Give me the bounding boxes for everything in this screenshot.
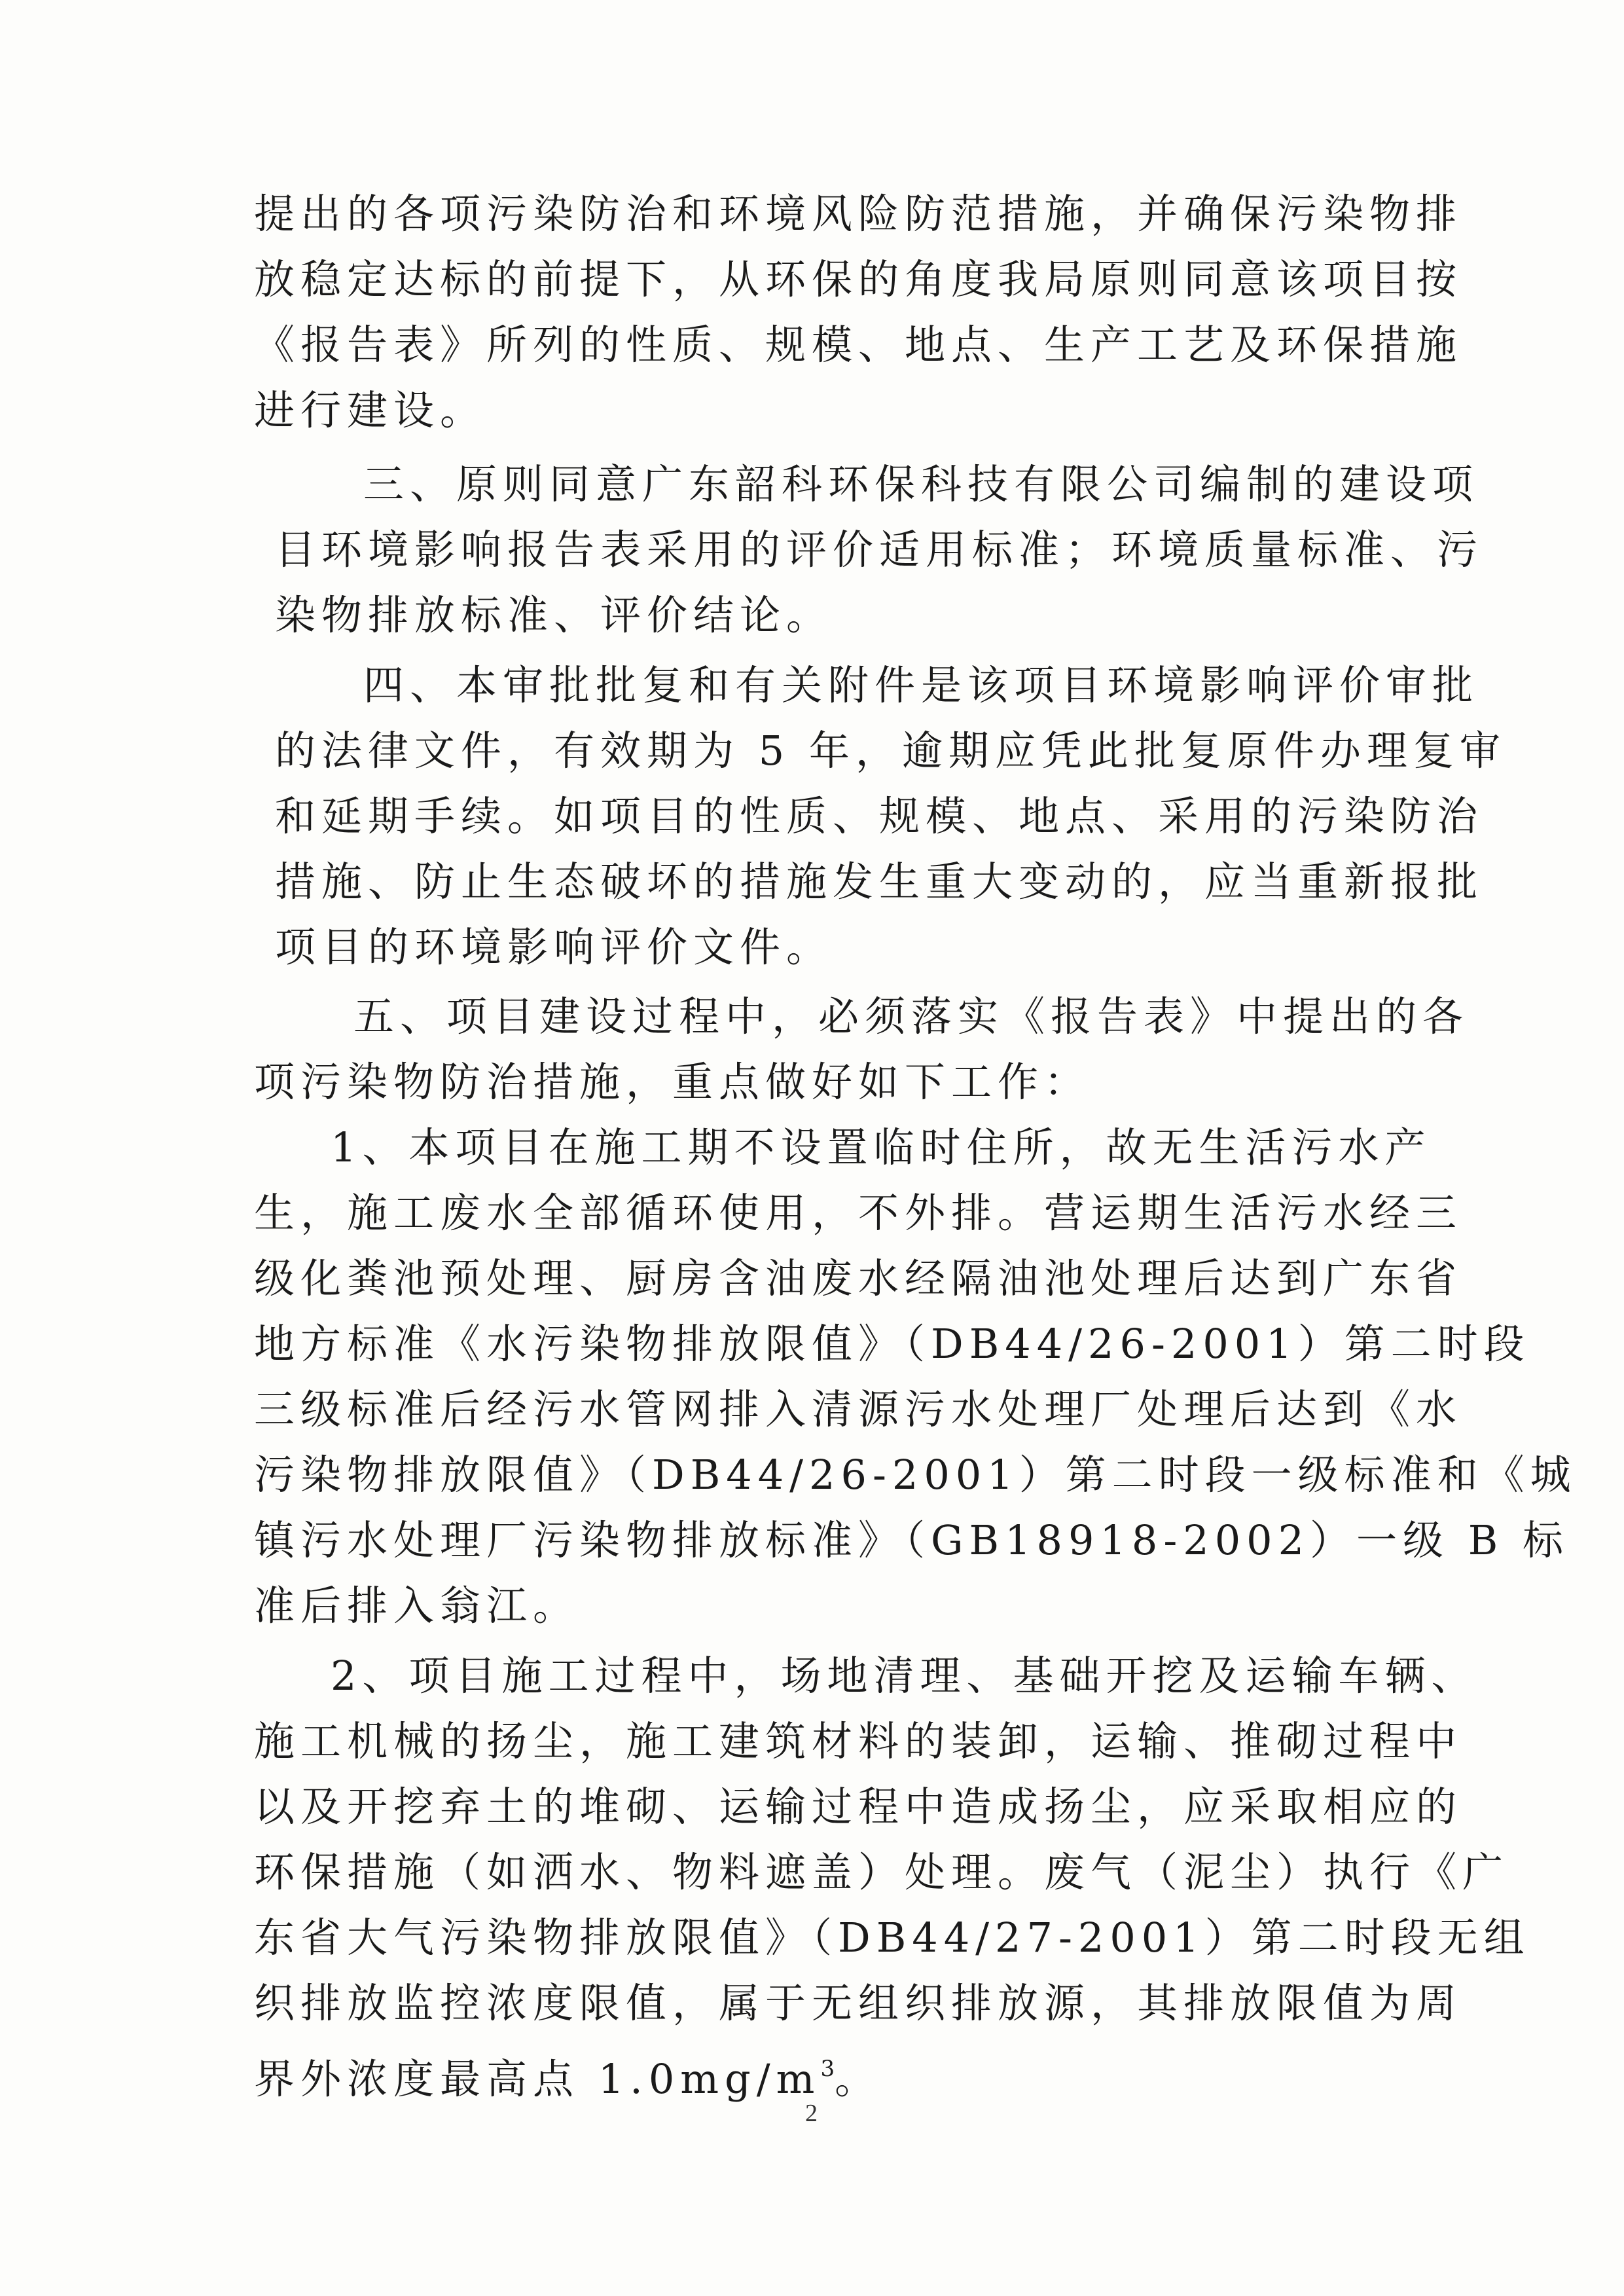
section-four-heading-line: 四、本审批批复和有关附件是该项目环境影响评价审批 [363,661,1479,709]
body-line: 准后排入翁江。 [254,1582,580,1630]
body-line: 生，施工废水全部循环使用，不外排。营运期生活污水经三 [254,1189,1463,1237]
last-line-period: 。 [835,2055,882,2103]
body-line: 提出的各项污染防治和环境风险防范措施，并确保污染物排 [254,190,1463,238]
item-one-heading-line: 1、本项目在施工期不设置临时住所，故无生活污水产 [331,1123,1432,1171]
body-line: 放稳定达标的前提下，从环保的角度我局原则同意该项目按 [254,255,1463,303]
body-line: 染物排放标准、评价结论。 [275,591,833,639]
body-line: 和延期手续。如项目的性质、规模、地点、采用的污染防治 [275,792,1484,840]
body-line: 进行建设。 [254,386,487,434]
superscript-three: 3 [820,2056,835,2082]
body-line: 级化粪池预处理、厨房含油废水经隔油池处理后达到广东省 [254,1254,1463,1302]
item-two-heading-line: 2、项目施工过程中，场地清理、基础开挖及运输车辆、 [331,1652,1478,1700]
page-number: 2 [805,2100,818,2127]
body-line: 镇污水处理厂污染物排放标准》（GB18918-2002）一级 B 标 [254,1516,1570,1564]
body-line: 东省大气污染物排放限值》（DB44/27-2001）第二时段无组 [254,1914,1530,1961]
section-three-heading-line: 三、原则同意广东韶科环保科技有限公司编制的建设项 [363,460,1479,508]
body-line: 污染物排放限值》（DB44/26-2001）第二时段一级标准和《城 [254,1451,1577,1499]
body-line: 项污染物防治措施，重点做好如下工作： [254,1058,1091,1106]
body-line: 的法律文件，有效期为 5 年，逾期应凭此批复原件办理复审 [275,727,1506,774]
body-line: 织排放监控浓度限值，属于无组织排放源，其排放限值为周 [254,1979,1463,2027]
body-line-last [254,2036,881,2112]
body-line: 《报告表》所列的性质、规模、地点、生产工艺及环保措施 [254,321,1463,369]
body-line: 施工机械的扬尘，施工建筑材料的装卸，运输、推砌过程中 [254,1717,1463,1765]
body-line: 地方标准《水污染物排放限值》（DB44/26-2001）第二时段 [254,1320,1530,1368]
body-line: 环保措施（如洒水、物料遮盖）处理。废气（泥尘）执行《广 [254,1848,1509,1896]
body-line: 以及开挖弃土的堆砌、运输过程中造成扬尘，应采取相应的 [254,1783,1463,1831]
section-five-heading-line: 五、项目建设过程中，必须落实《报告表》中提出的各 [353,993,1470,1040]
body-line: 项目的环境影响评价文件。 [275,923,833,971]
body-line: 三级标准后经污水管网排入清源污水处理厂处理后达到《水 [254,1385,1463,1433]
last-line-text: 界外浓度最高点 1.0mg/m [254,2055,821,2103]
body-line: 措施、防止生态破坏的措施发生重大变动的，应当重新报批 [275,858,1484,905]
body-line: 目环境影响报告表采用的评价适用标准；环境质量标准、污 [275,526,1484,574]
